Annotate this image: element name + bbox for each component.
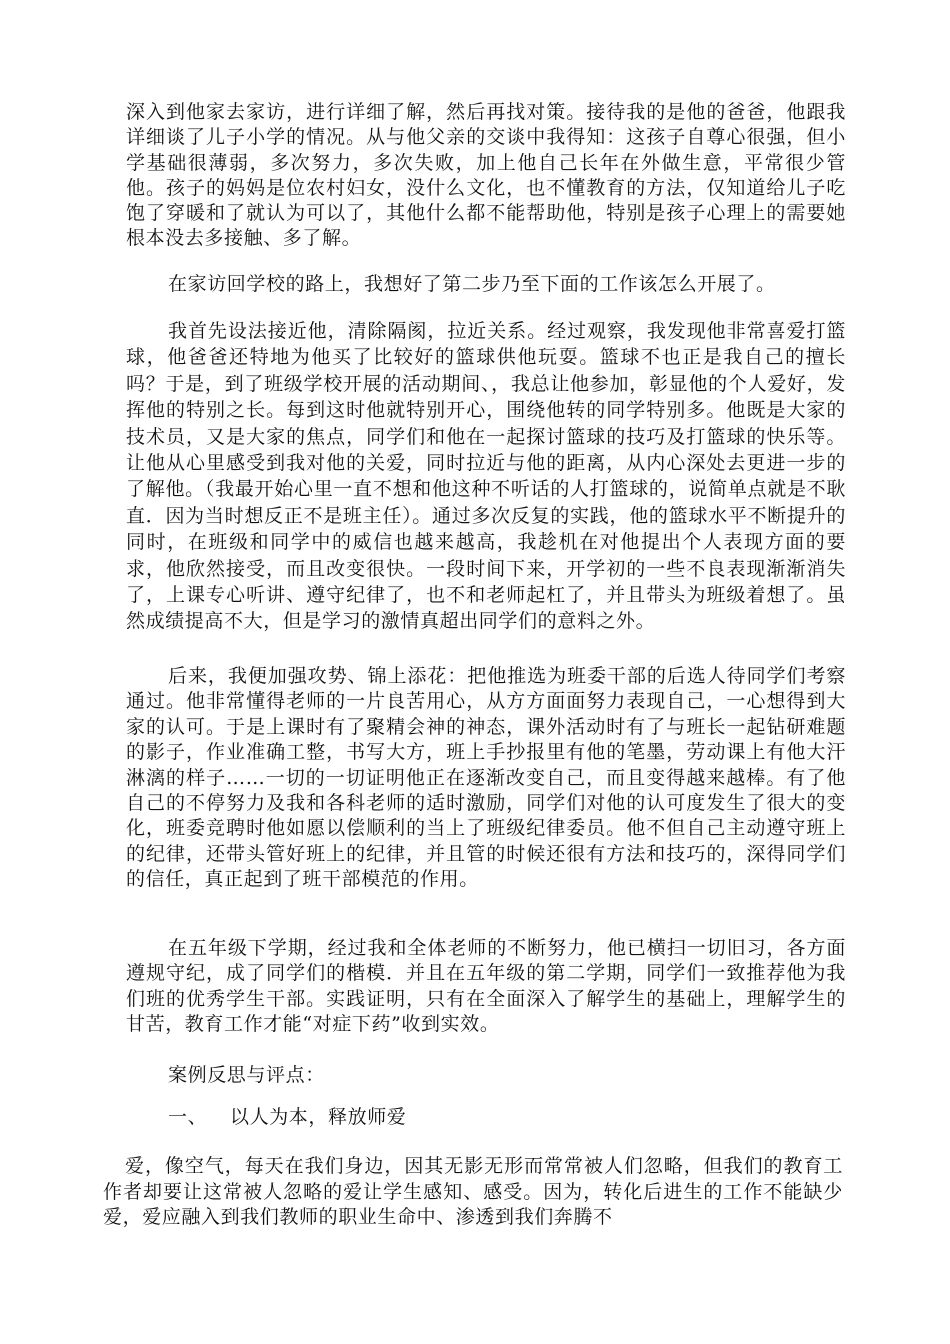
subheading-title: 以人为本，释放师爱	[230, 1106, 407, 1128]
paragraph-basketball: 我首先设法接近他，清除隔阂，拉近关系。经过观察，我发现他非常喜爱打篮球，他爸爸还特地为他买了比较好的篮球供他玩耍。篮球不也正是我自己的擅长吗？于是，到了班级学校开展的活动期间、，我总让他参加，彰显他的个人爱好，发挥他的特别之长。每到这时他就特别开心，围绕他转的同学特别多。他既是大家的技术员，又是大家的焦点，同学们和他在一起探讨篮球的技巧及打篮球的快乐等。让他从心里感受到我对他的关爱，同时拉近与他的距离，从内心深处去更进一步的了解他。（我最开始心里一直不想和他这种不听话的人打篮球的，说简单点就是不耿直．因为当时想反正不是班主任）。通过多次反复的实践，他的篮球水平不断提升的同时，在班级和同学中的威信也越来越高，我趁机在对他提出个人表现方面的要求，他欣然接受，而且改变很快。一段时间下来，开学初的一些不良表现渐渐消失了，上课专心听讲、遵守纪律了，也不和老师起杠了，并且带头为班级着想了。虽然成绩提高不大，但是学习的激情真超出同学们的意料之外。	[126, 320, 846, 633]
paragraph-love: 爱，像空气，每天在我们身边，因其无影无形而常常被人们忽略，但我们的教育工作者却要让这常被人忽略的爱让学生感知、感受。因为，转化后进生的工作不能缺少爱，爱应融入到我们教师的职业生命中、渗透到我们奔腾不	[103, 1155, 843, 1228]
paragraph-class-committee: 后来，我便加强攻势、锦上添花：把他推选为班委干部的后选人待同学们考察通过。他非常懂得老师的一片良苦用心，从方方面面努力表现自己，一心想得到大家的认可。于是上课时有了聚精会神的神态，课外活动时有了与班长一起钻研难题的影子，作业准确工整，书写大方，班上手抄报里有他的笔墨，劳动课上有他大汗淋漓的样子……一切的一切证明他正在逐渐改变自己，而且变得越来越棒。有了他自己的不停努力及我和各科老师的适时激励，同学们对他的认可度发生了很大的变化，班委竞聘时他如愿以偿顺利的当上了班级纪律委员。他不但自己主动遵守班上的纪律，还带头管好班上的纪律，并且管的时候还很有方法和技巧的，深得同学们的信任，真正起到了班干部模范的作用。	[126, 665, 846, 891]
paragraph-return-from-visit: 在家访回学校的路上，我想好了第二步乃至下面的工作该怎么开展了。	[168, 273, 776, 295]
subheading-number: 一、	[168, 1106, 208, 1128]
paragraph-fifth-grade: 在五年级下学期，经过我和全体老师的不断努力，他已横扫一切旧习，各方面遵规守纪，成了同学们的楷模．并且在五年级的第二学期，同学们一致推荐他为我们班的优秀学生干部。实践证明，只有在全面深入了解学生的基础上，理解学生的甘苦，教育工作才能“对症下药”收到实效。	[126, 937, 846, 1035]
subheading-people-oriented	[168, 1105, 568, 1130]
paragraph-home-visit: 深入到他家去家访，进行详细了解，然后再找对策。接待我的是他的爸爸，他跟我详细谈了儿子小学的情况。从与他父亲的交谈中我得知：这孩子自尊心很强，但小学基础很薄弱，多次努力，多次失败，加上他自己长年在外做生意，平常很少管他。孩子的妈妈是位农村妇女，没什么文化，也不懂教育的方法，仅知道给儿子吃饱了穿暖和了就认为可以了，其他什么都不能帮助他，特别是孩子心理上的需要她根本没去多接触、多了解。	[126, 101, 846, 250]
section-heading-reflection: 案例反思与评点：	[168, 1064, 325, 1086]
